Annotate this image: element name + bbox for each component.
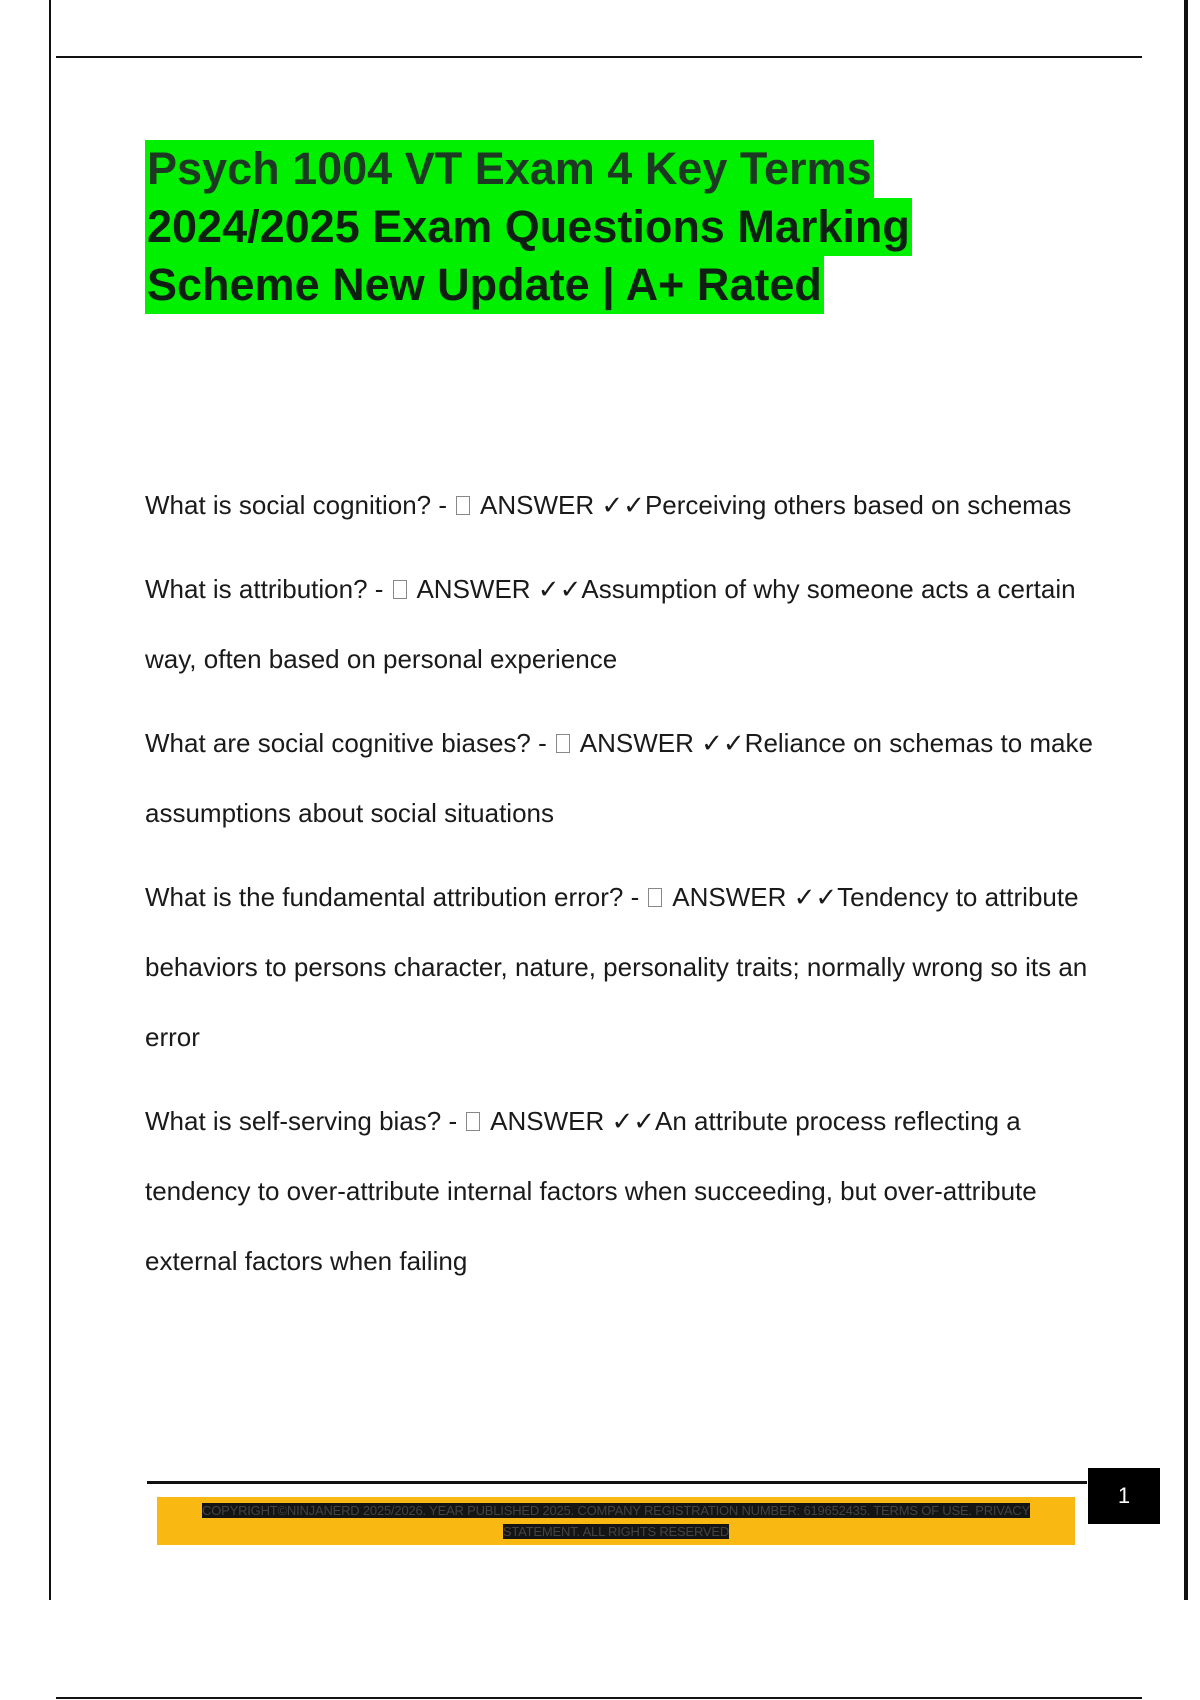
answer-text: ANSWER ✓✓Perceiving others based on schemas (474, 490, 1072, 520)
page-left-border (49, 0, 51, 1600)
placeholder-box-icon (466, 1112, 480, 1131)
footer-divider (147, 1481, 1087, 1484)
answer-text: ANSWER ✓✓An attribute process reflecting a tendency to over-attribute internal factors when succeeding, but over-attribute external factors when failing (145, 1106, 1037, 1276)
document-title (145, 140, 1025, 314)
question-text: What is the fundamental attribution error? - (145, 882, 647, 912)
title-line: Scheme New Update | A+ Rated (145, 256, 824, 314)
question-text: What is self-serving bias? - (145, 1106, 465, 1136)
answer-text: ANSWER ✓✓Assumption of why someone acts a certain way, often based on personal experience (145, 574, 1076, 674)
page-number: 1 (1088, 1468, 1160, 1524)
placeholder-box-icon (556, 734, 570, 753)
copyright-banner (157, 1497, 1075, 1545)
placeholder-box-icon (393, 580, 407, 599)
title-line: Psych 1004 VT Exam 4 Key Terms (145, 140, 874, 198)
title-line: 2024/2025 Exam Questions Marking (145, 198, 912, 256)
qa-item (145, 1086, 1095, 1296)
qa-item (145, 554, 1095, 694)
qa-item (145, 470, 1095, 540)
answer-text: ANSWER ✓✓Tendency to attribute behaviors to persons character, nature, personality traits; normally wrong so its an error (145, 882, 1088, 1052)
copyright-text: COPYRIGHT©NINJANERD 2025/2026. YEAR PUBLISHED 2025. COMPANY REGISTRATION NUMBER: 619652435. TERMS OF USE. PRIVACY STATEMENT. ALL RIGHTS RESERVED (202, 1503, 1030, 1539)
question-text: What is social cognition? - (145, 490, 455, 520)
top-divider (56, 56, 1142, 58)
qa-list (145, 470, 1095, 1310)
qa-item (145, 708, 1095, 848)
question-text: What are social cognitive biases? - (145, 728, 554, 758)
question-text: What is attribution? - (145, 574, 391, 604)
answer-text: ANSWER ✓✓Reliance on schemas to make assumptions about social situations (145, 728, 1093, 828)
placeholder-box-icon (648, 888, 662, 907)
bottom-divider (56, 1697, 1142, 1699)
qa-item (145, 862, 1095, 1072)
placeholder-box-icon (456, 496, 470, 515)
page-right-border (1184, 0, 1188, 1600)
